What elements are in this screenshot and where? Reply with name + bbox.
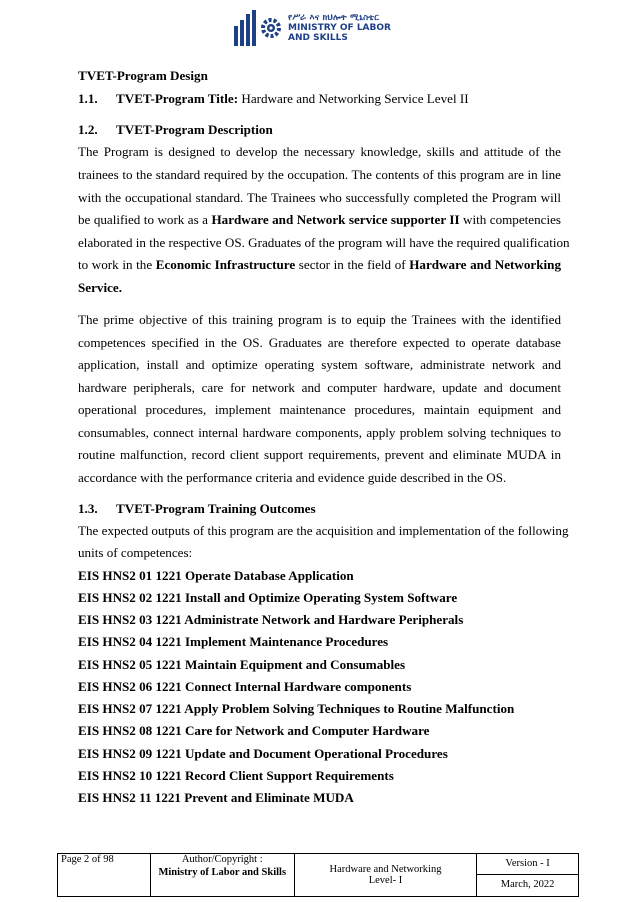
gear-icon bbox=[260, 17, 282, 39]
unit-item: EIS HNS2 02 1221 Install and Optimize Operating System Software bbox=[78, 590, 458, 605]
unit-item: EIS HNS2 01 1221 Operate Database Application bbox=[78, 568, 354, 583]
paragraph-line bbox=[78, 212, 561, 228]
footer-author bbox=[150, 854, 294, 897]
section-title: TVET-Program Design bbox=[78, 68, 208, 83]
paragraph-line: accordance with the performance criteria and evidence guide described in the OS. bbox=[78, 470, 507, 485]
paragraph-line: The Program is designed to develop the necessary knowledge, skills and attitude of the bbox=[78, 144, 561, 159]
footer-author-label: Author/Copyright : bbox=[181, 854, 263, 865]
footer-date: March, 2022 bbox=[477, 874, 578, 895]
logo-text-line1: MINISTRY OF LABOR bbox=[288, 23, 391, 33]
footer-title-line1: Hardware and Networking bbox=[329, 864, 442, 875]
unit-item: EIS HNS2 08 1221 Care for Network and Computer Hardware bbox=[78, 723, 430, 738]
unit-item: EIS HNS2 06 1221 Connect Internal Hardware components bbox=[78, 679, 412, 694]
paragraph-line: operational procedures, implement maintenance procedures, maintain equipment and bbox=[78, 402, 561, 417]
logo-amharic-text: የሥራ እና ክህሎት ሚኒስቴር bbox=[288, 13, 380, 23]
footer-version: Version - I bbox=[505, 858, 550, 869]
paragraph-line: hardware peripherals, care for network and computer hardware, update and document bbox=[78, 380, 561, 395]
text-run: to work in the bbox=[78, 257, 153, 272]
paragraph-line: with the occupational standard. The Trainees who successfully completed the Program will bbox=[78, 190, 561, 205]
paragraph-line: elaborated in the respective OS. Graduates of the program will have the required qualification bbox=[78, 235, 570, 250]
field-name: Hardware and Networking bbox=[409, 257, 561, 272]
heading-title: TVET-Program Description bbox=[116, 122, 273, 137]
sector-name: Economic Infrastructure bbox=[155, 257, 296, 272]
text-run: with competencies bbox=[463, 212, 562, 227]
unit-item: EIS HNS2 09 1221 Update and Document Operational Procedures bbox=[78, 746, 448, 761]
unit-item: EIS HNS2 04 1221 Implement Maintenance Procedures bbox=[78, 634, 389, 649]
footer-author-value: Ministry of Labor and Skills bbox=[158, 867, 287, 878]
paragraph-line: competences specified in the OS. Graduates are therefore expected to operate database bbox=[78, 335, 561, 350]
unit-item: EIS HNS2 03 1221 Administrate Network and Hardware Peripherals bbox=[78, 612, 464, 627]
heading-number: 1.1. bbox=[78, 91, 98, 106]
heading-1-3 bbox=[78, 501, 316, 517]
paragraph-line: The prime objective of this training program is to equip the Trainees with the identified bbox=[78, 312, 561, 327]
text-run: be qualified to work as a bbox=[78, 212, 208, 227]
footer-page-number: Page 2 of 98 bbox=[58, 854, 151, 897]
heading-1-2 bbox=[78, 122, 273, 138]
footer-title bbox=[294, 854, 476, 897]
ministry-logo-icon bbox=[234, 8, 288, 48]
unit-item: EIS HNS2 11 1221 Prevent and Eliminate MUDA bbox=[78, 790, 354, 805]
heading-number: 1.2. bbox=[78, 122, 98, 137]
paragraph-line: units of competences: bbox=[78, 545, 193, 560]
unit-item: EIS HNS2 05 1221 Maintain Equipment and Consumables bbox=[78, 657, 406, 672]
unit-item: EIS HNS2 07 1221 Apply Problem Solving Techniques to Routine Malfunction bbox=[78, 701, 515, 716]
paragraph-line: trainees to the standard required by the occupation. The contents of this program are in line bbox=[78, 167, 561, 182]
unit-item: EIS HNS2 10 1221 Record Client Support Requirements bbox=[78, 768, 394, 783]
paragraph-line: routine malfunction, record client support requirements, prevent and eliminate MUDA in bbox=[78, 447, 561, 462]
program-title-value: Hardware and Networking Service Level II bbox=[241, 91, 469, 106]
heading-title: TVET-Program Training Outcomes bbox=[116, 501, 316, 516]
footer-version-cell bbox=[477, 854, 579, 897]
heading-1-1 bbox=[78, 91, 469, 107]
ministry-logo bbox=[234, 8, 391, 48]
footer-title-line2: Level- I bbox=[368, 875, 403, 886]
logo-text-line2: AND SKILLS bbox=[288, 33, 348, 43]
paragraph-line: The expected outputs of this program are the acquisition and implementation of the following bbox=[78, 523, 569, 538]
paragraph-line: consumables, connect internal hardware components, apply problem solving techniques to bbox=[78, 425, 561, 440]
paragraph-line bbox=[78, 257, 561, 273]
paragraph-line: application, install and optimize operating system software, administrate network and bbox=[78, 357, 561, 372]
occupation-name: Hardware and Network service supporter II bbox=[211, 212, 460, 227]
heading-label: TVET-Program Title: bbox=[116, 91, 239, 106]
text-run: sector in the field of bbox=[298, 257, 406, 272]
page-footer bbox=[57, 853, 579, 897]
paragraph-line: Service. bbox=[78, 280, 122, 295]
heading-number: 1.3. bbox=[78, 501, 98, 516]
